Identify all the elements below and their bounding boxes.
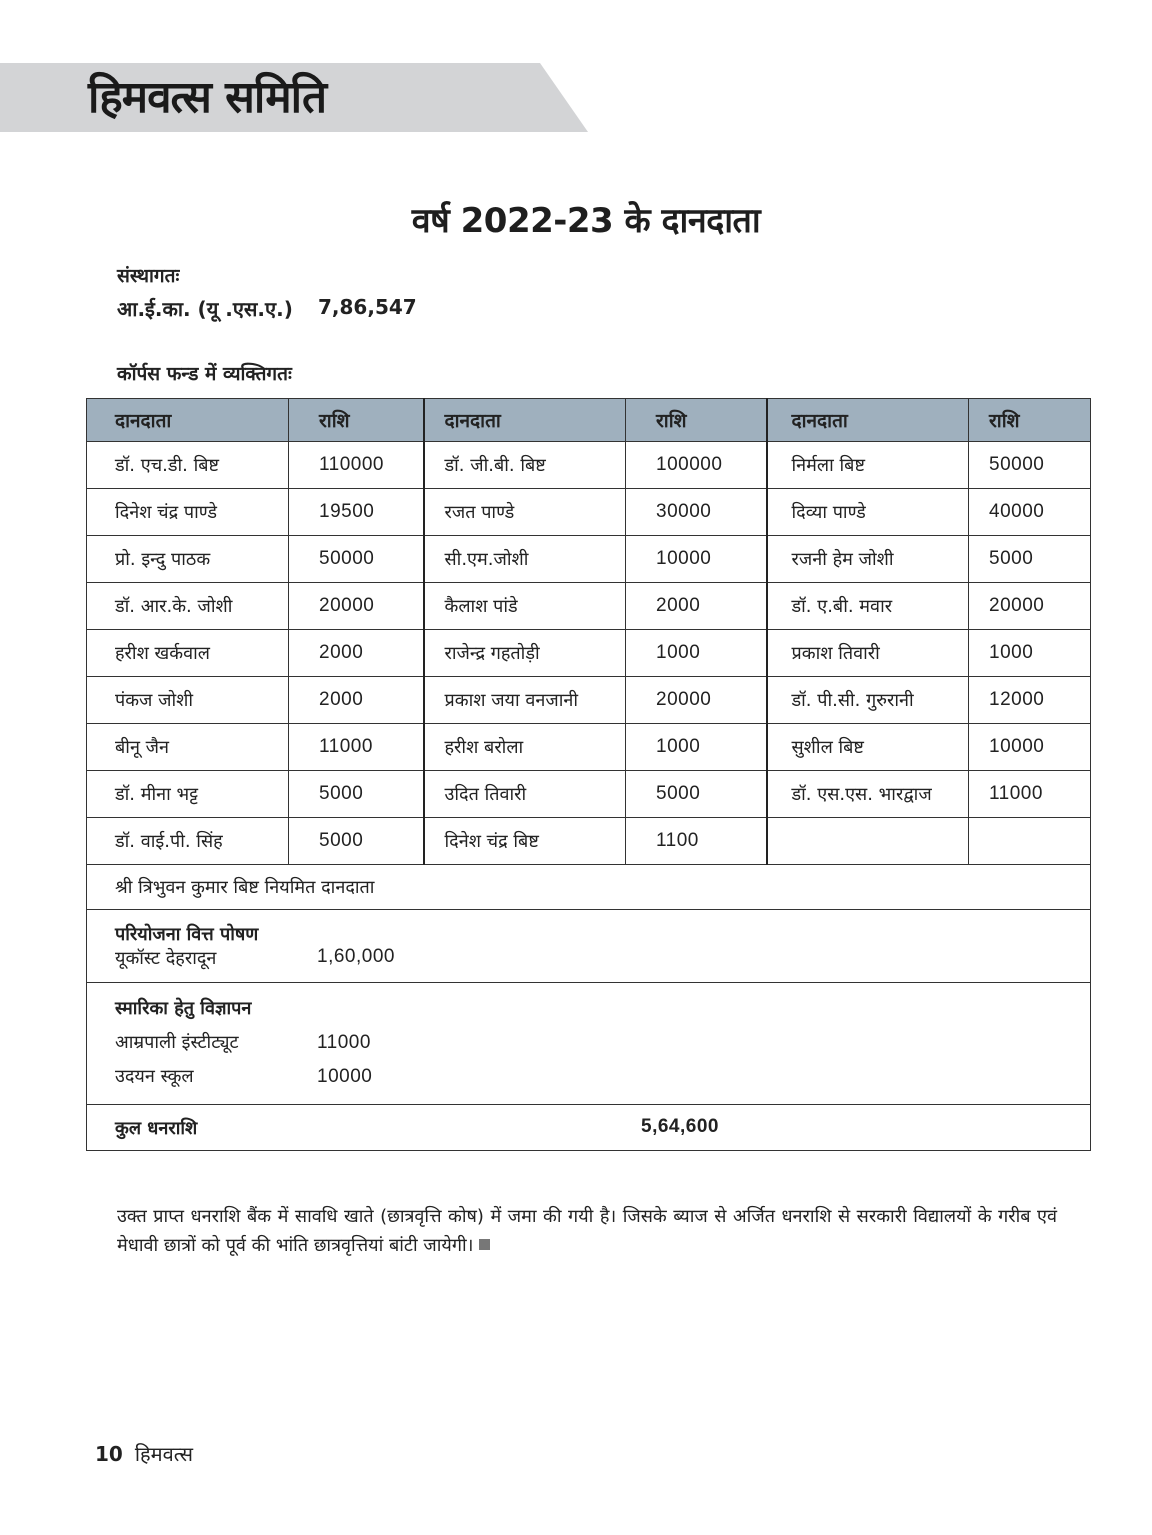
table-header-row — [87, 399, 1091, 442]
donor-name: डॉ. एस.एस. भारद्वाज — [767, 771, 969, 818]
table-row — [87, 677, 1091, 724]
column-header-donor: दानदाता — [767, 399, 969, 442]
institutional-donor-amount: 7,86,547 — [318, 295, 417, 319]
funder-name: यूकॉस्ट देहरादून — [115, 948, 217, 969]
table-row — [87, 489, 1091, 536]
column-header-donor: दानदाता — [87, 399, 289, 442]
donation-amount: 5000 — [289, 818, 424, 865]
donation-amount: 50000 — [969, 442, 1091, 489]
donation-amount: 12000 — [969, 677, 1091, 724]
column-header-donor: दानदाता — [424, 399, 626, 442]
donor-name: प्रकाश तिवारी — [767, 630, 969, 677]
donor-name: डॉ. जी.बी. बिष्ट — [424, 442, 626, 489]
advertiser-amount: 10000 — [317, 1066, 373, 1087]
souvenir-ads-cell — [87, 983, 1091, 1105]
list-item — [115, 946, 1062, 970]
donor-name: डॉ. मीना भट्ट — [87, 771, 289, 818]
regular-donor-row — [87, 865, 1091, 910]
page-title: वर्ष 2022-23 के दानदाता — [411, 201, 761, 241]
donor-name: रजत पाण्डे — [424, 489, 626, 536]
donation-amount: 11000 — [289, 724, 424, 771]
donation-amount: 20000 — [626, 677, 767, 724]
donor-name: डॉ. आर.के. जोशी — [87, 583, 289, 630]
donor-name: राजेन्द्र गहतोड़ी — [424, 630, 626, 677]
donors-table — [86, 398, 1091, 1151]
table-row — [87, 583, 1091, 630]
donor-name: उदित तिवारी — [424, 771, 626, 818]
institutional-donor-name: आ.ई.का. (यू .एस.ए.) — [117, 297, 293, 321]
donor-name: दिव्या पाण्डे — [767, 489, 969, 536]
souvenir-ads-row — [87, 983, 1091, 1105]
corpus-fund-label: कॉर्पस फन्ड में व्यक्तिगतः — [117, 363, 292, 385]
donation-amount: 20000 — [289, 583, 424, 630]
donation-amount: 1100 — [626, 818, 767, 865]
donor-name: सी.एम.जोशी — [424, 536, 626, 583]
donor-name: निर्मला बिष्ट — [767, 442, 969, 489]
donor-name: डॉ. एच.डी. बिष्ट — [87, 442, 289, 489]
donor-name: बीनू जैन — [87, 724, 289, 771]
donation-amount: 5000 — [626, 771, 767, 818]
donor-name: प्रकाश जया वनजानी — [424, 677, 626, 724]
column-header-amount: राशि — [626, 399, 767, 442]
donation-amount: 30000 — [626, 489, 767, 536]
donation-amount: 2000 — [289, 630, 424, 677]
advertiser-amount: 11000 — [317, 1032, 371, 1053]
table-row — [87, 724, 1091, 771]
donation-amount: 50000 — [289, 536, 424, 583]
donor-name: डॉ. पी.सी. गुरुरानी — [767, 677, 969, 724]
donor-name: प्रो. इन्दु पाठक — [87, 536, 289, 583]
table-row — [87, 442, 1091, 489]
publication-name: हिमवत्स — [134, 1442, 193, 1466]
project-finance-cell — [87, 910, 1091, 983]
donation-amount: 2000 — [289, 677, 424, 724]
donor-name: हरीश खर्कवाल — [87, 630, 289, 677]
donor-name: कैलाश पांडे — [424, 583, 626, 630]
table-row — [87, 818, 1091, 865]
donation-amount: 10000 — [626, 536, 767, 583]
project-finance-row — [87, 910, 1091, 983]
project-finance-heading: परियोजना वित्त पोषण — [115, 924, 259, 945]
donation-amount: 19500 — [289, 489, 424, 536]
donor-name: दिनेश चंद्र बिष्ट — [424, 818, 626, 865]
donation-amount: 1000 — [969, 630, 1091, 677]
donation-amount: 11000 — [969, 771, 1091, 818]
donor-name: डॉ. वाई.पी. सिंह — [87, 818, 289, 865]
note-paragraph — [117, 1202, 1057, 1260]
advertiser-name: उदयन स्कूल — [115, 1066, 194, 1087]
list-item — [115, 1026, 1062, 1060]
end-mark-icon — [479, 1239, 490, 1250]
souvenir-ads-heading: स्मारिका हेतु विज्ञापन — [115, 998, 252, 1019]
donation-amount: 10000 — [969, 724, 1091, 771]
total-label: कुल धनराशि — [115, 1117, 198, 1139]
donation-amount: 1000 — [626, 724, 767, 771]
page-footer — [95, 1440, 193, 1467]
table-row — [87, 536, 1091, 583]
donation-amount: 1000 — [626, 630, 767, 677]
list-item — [115, 1060, 1062, 1094]
donor-name: डॉ. ए.बी. मवार — [767, 583, 969, 630]
banner-title: हिमवत्स समिति — [88, 72, 327, 123]
table-row — [87, 630, 1091, 677]
donation-amount — [969, 818, 1091, 865]
total-cell — [87, 1105, 1091, 1151]
donation-amount: 5000 — [289, 771, 424, 818]
donation-amount: 2000 — [626, 583, 767, 630]
donor-name: पंकज जोशी — [87, 677, 289, 724]
total-row — [87, 1105, 1091, 1151]
page-number: 10 — [95, 1442, 123, 1466]
column-header-amount: राशि — [289, 399, 424, 442]
donor-name: दिनेश चंद्र पाण्डे — [87, 489, 289, 536]
table-row — [87, 771, 1091, 818]
donation-amount: 40000 — [969, 489, 1091, 536]
funder-amount: 1,60,000 — [317, 946, 395, 967]
donation-amount: 110000 — [289, 442, 424, 489]
total-amount: 5,64,600 — [641, 1115, 719, 1137]
advertiser-name: आम्रपाली इंस्टीट्यूट — [115, 1032, 239, 1053]
donation-amount: 100000 — [626, 442, 767, 489]
institutional-label: संस्थागतः — [117, 265, 180, 287]
donation-amount: 20000 — [969, 583, 1091, 630]
donor-name: सुशील बिष्ट — [767, 724, 969, 771]
note-text: उक्त प्राप्त धनराशि बैंक में सावधि खाते (छात्रवृत्ति कोष) में जमा की गयी है। जिसके ब्याज से अर्जित धनराशि से सरकारी विद्यालयों के गरीब एवं मेधावी छात्रों को पूर्व की भांति छात्रवृत्तियां बांटी जायेगी। — [117, 1206, 1057, 1256]
column-header-amount: राशि — [969, 399, 1091, 442]
donor-name — [767, 818, 969, 865]
regular-donor-text: श्री त्रिभुवन कुमार बिष्ट नियमित दानदाता — [87, 865, 1091, 910]
donor-name: रजनी हेम जोशी — [767, 536, 969, 583]
donation-amount: 5000 — [969, 536, 1091, 583]
donor-name: हरीश बरोला — [424, 724, 626, 771]
